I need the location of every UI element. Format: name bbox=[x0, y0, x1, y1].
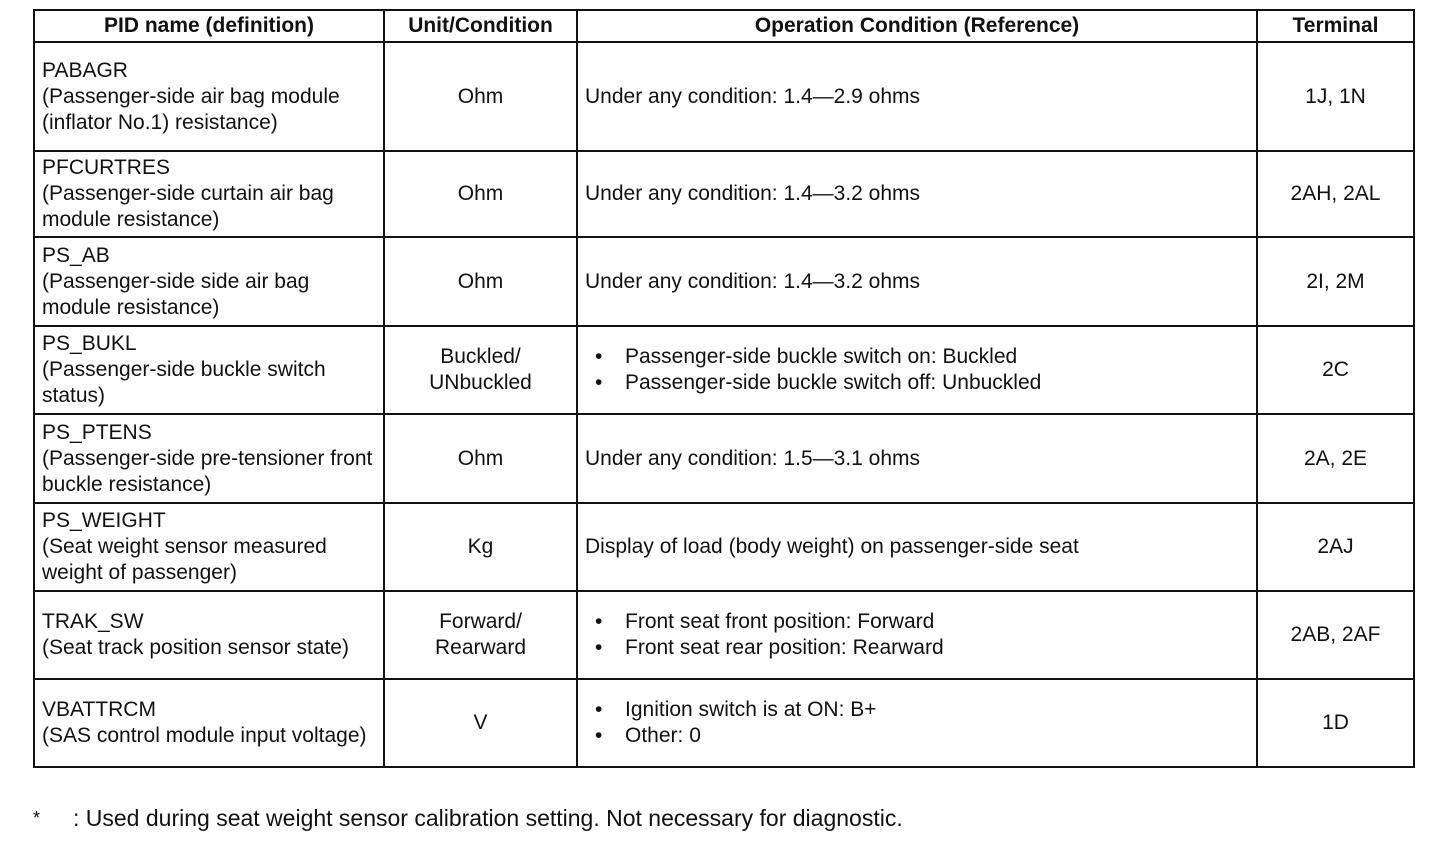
operation-text: Under any condition: 1.5—3.1 ohms bbox=[585, 446, 921, 470]
operation-item-text: Other: 0 bbox=[625, 724, 701, 747]
unit-value: Forward/ bbox=[439, 610, 522, 633]
pid-definition: (Passenger-side pre-tensioner front buckle resistance) bbox=[42, 446, 373, 496]
unit-cell bbox=[384, 151, 577, 237]
pid-definition: (Passenger-side air bag module (inflator No.1) resistance) bbox=[42, 84, 340, 134]
operation-item-text: Passenger-side buckle switch off: Unbuckled bbox=[625, 371, 1042, 394]
unit-cell bbox=[384, 414, 577, 503]
terminal-value: 2C bbox=[1322, 358, 1349, 381]
pid-table bbox=[33, 9, 1415, 768]
pid-code: PS_AB bbox=[42, 243, 110, 267]
terminal-cell bbox=[1257, 326, 1414, 414]
pid-cell bbox=[34, 151, 384, 237]
operation-text: Display of load (body weight) on passenger-side seat bbox=[585, 535, 1079, 558]
bullet-icon: • bbox=[595, 610, 603, 633]
operation-cell bbox=[577, 151, 1257, 237]
bullet-icon: • bbox=[595, 345, 603, 368]
table-row bbox=[34, 503, 1414, 591]
pid-code: PS_BUKL bbox=[42, 332, 137, 355]
table-header-row bbox=[34, 10, 1414, 42]
operation-item-text: Passenger-side buckle switch on: Buckled bbox=[625, 345, 1018, 368]
table-row bbox=[34, 237, 1414, 326]
list-item bbox=[585, 370, 1249, 396]
pid-definition: (Passenger-side curtain air bag module resistance) bbox=[42, 182, 334, 231]
terminal-value: 1D bbox=[1322, 711, 1349, 734]
pid-definition: (Seat weight sensor measured weight of passenger) bbox=[42, 535, 327, 584]
list-item bbox=[585, 609, 1249, 635]
unit-value: Ohm bbox=[457, 269, 504, 293]
header-pid-name: PID name (definition) bbox=[34, 10, 384, 42]
footnote bbox=[33, 803, 903, 833]
pid-code: PS_WEIGHT bbox=[42, 509, 166, 532]
pid-definition: (SAS control module input voltage) bbox=[42, 724, 367, 747]
terminal-cell bbox=[1257, 679, 1414, 767]
table-body bbox=[34, 42, 1414, 767]
operation-list bbox=[585, 697, 1249, 749]
operation-list bbox=[585, 609, 1249, 661]
pid-definition: (Seat track position sensor state) bbox=[42, 636, 349, 659]
terminal-cell bbox=[1257, 237, 1414, 326]
list-item bbox=[585, 344, 1249, 370]
table-row bbox=[34, 679, 1414, 767]
pid-cell bbox=[34, 679, 384, 767]
pid-code: TRAK_SW bbox=[42, 610, 144, 633]
pid-cell bbox=[34, 237, 384, 326]
bullet-icon: • bbox=[595, 636, 603, 659]
operation-cell bbox=[577, 42, 1257, 151]
pid-code: PABAGR bbox=[42, 58, 128, 82]
header-terminal: Terminal bbox=[1257, 10, 1414, 42]
list-item bbox=[585, 635, 1249, 661]
table-row bbox=[34, 42, 1414, 151]
operation-text: Under any condition: 1.4—2.9 ohms bbox=[585, 84, 921, 108]
unit-cell bbox=[384, 326, 577, 414]
pid-definition: (Passenger-side buckle switch status) bbox=[42, 358, 326, 407]
unit-cell bbox=[384, 42, 577, 151]
unit-value: Rearward bbox=[434, 636, 527, 659]
unit-value: Kg bbox=[467, 535, 494, 558]
terminal-cell bbox=[1257, 42, 1414, 151]
unit-cell bbox=[384, 591, 577, 679]
list-item bbox=[585, 723, 1249, 749]
terminal-value: 2I, 2M bbox=[1306, 269, 1365, 293]
unit-value: Ohm bbox=[457, 446, 504, 470]
pid-cell bbox=[34, 591, 384, 679]
operation-cell bbox=[577, 503, 1257, 591]
terminal-value: 1J, 1N bbox=[1305, 84, 1366, 108]
bullet-icon: • bbox=[595, 371, 603, 394]
table-row bbox=[34, 414, 1414, 503]
footnote-mark: * bbox=[33, 808, 41, 828]
unit-value: Ohm bbox=[457, 182, 504, 205]
unit-cell bbox=[384, 679, 577, 767]
table-row bbox=[34, 326, 1414, 414]
terminal-value: 2AJ bbox=[1317, 535, 1354, 558]
operation-item-text: Front seat rear position: Rearward bbox=[625, 636, 944, 659]
table-row bbox=[34, 591, 1414, 679]
footnote-text: : Used during seat weight sensor calibration setting. Not necessary for diagnostic. bbox=[73, 805, 903, 831]
operation-text: Under any condition: 1.4—3.2 ohms bbox=[585, 182, 921, 205]
pid-definition: (Passenger-side side air bag module resistance) bbox=[42, 269, 310, 319]
operation-cell bbox=[577, 326, 1257, 414]
unit-value: Ohm bbox=[457, 84, 504, 108]
table-row bbox=[34, 151, 1414, 237]
operation-list bbox=[585, 344, 1249, 396]
terminal-cell bbox=[1257, 414, 1414, 503]
bullet-icon: • bbox=[595, 698, 603, 721]
list-item bbox=[585, 697, 1249, 723]
pid-code: PS_PTENS bbox=[42, 420, 152, 444]
terminal-value: 2AB, 2AF bbox=[1290, 623, 1381, 646]
operation-cell bbox=[577, 679, 1257, 767]
bullet-icon: • bbox=[595, 724, 603, 747]
pid-cell bbox=[34, 503, 384, 591]
terminal-value: 2A, 2E bbox=[1303, 446, 1368, 470]
operation-cell bbox=[577, 414, 1257, 503]
unit-value: UNbuckled bbox=[429, 371, 532, 394]
operation-cell bbox=[577, 237, 1257, 326]
operation-text: Under any condition: 1.4—3.2 ohms bbox=[585, 269, 921, 293]
unit-value: Buckled/ bbox=[440, 345, 521, 368]
terminal-value: 2AH, 2AL bbox=[1290, 182, 1381, 205]
pid-code: VBATTRCM bbox=[42, 698, 156, 721]
terminal-cell bbox=[1257, 151, 1414, 237]
operation-item-text: Front seat front position: Forward bbox=[625, 610, 935, 633]
header-operation-condition: Operation Condition (Reference) bbox=[577, 10, 1257, 42]
pid-code: PFCURTRES bbox=[42, 156, 170, 179]
unit-value: V bbox=[473, 711, 488, 734]
terminal-cell bbox=[1257, 503, 1414, 591]
header-unit-condition: Unit/Condition bbox=[384, 10, 577, 42]
operation-cell bbox=[577, 591, 1257, 679]
pid-cell bbox=[34, 42, 384, 151]
unit-cell bbox=[384, 237, 577, 326]
pid-cell bbox=[34, 326, 384, 414]
pid-cell bbox=[34, 414, 384, 503]
operation-item-text: Ignition switch is at ON: B+ bbox=[625, 698, 877, 721]
unit-cell bbox=[384, 503, 577, 591]
terminal-cell bbox=[1257, 591, 1414, 679]
